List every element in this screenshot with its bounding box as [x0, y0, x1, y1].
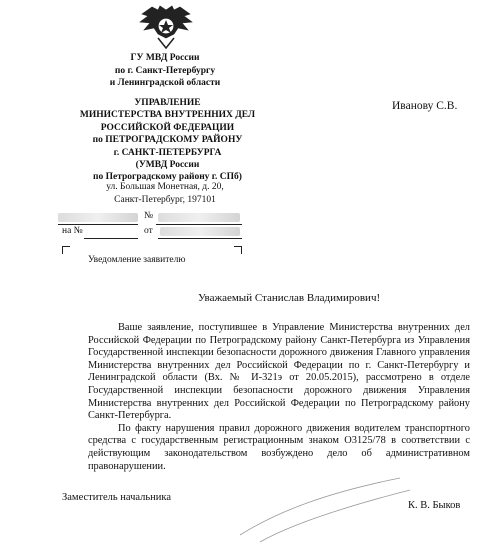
dept-line: МИНИСТЕРСТВА ВНУТРЕННИХ ДЕЛ — [79, 110, 256, 121]
dept-line: по Петроградскому району г. СПб) — [93, 172, 242, 183]
signatory-name: К. В. Быков — [408, 500, 461, 511]
handwritten-signature — [220, 470, 420, 550]
reference-date-label: от — [144, 226, 153, 236]
redacted-number — [158, 213, 240, 222]
corner-bracket-left — [62, 246, 70, 254]
dept-line: по ПЕТРОГРАДСКОМУ РАЙОНУ — [92, 135, 243, 146]
agency-line: по г. Санкт-Петербургу — [114, 65, 216, 76]
reference-number-label: на № — [62, 226, 83, 236]
underline — [158, 238, 242, 239]
redacted-date — [58, 213, 138, 222]
agency-line: ГУ МВД России — [130, 53, 200, 63]
letter-body — [88, 322, 470, 473]
body-paragraph: По факту нарушения правил дорожного движения водителем транспортного средства с государственным регистрационным знаком О3125/78 в соответствии с действующим законодательством возбуждено дело об административном правонарушении. — [88, 422, 470, 472]
address-line: Санкт-Петербург, 197101 — [114, 195, 216, 205]
mvd-emblem-icon — [138, 4, 194, 50]
agency-line: и Ленинградской области — [109, 78, 221, 88]
signatory-title: Заместитель начальника — [62, 492, 172, 503]
department-header — [75, 97, 260, 184]
dept-line: РОССИЙСКОЙ ФЕДЕРАЦИИ — [100, 122, 235, 133]
corner-bracket-right — [234, 246, 242, 254]
salutation: Уважаемый Станислав Владимирович! — [198, 292, 381, 304]
agency-header — [70, 52, 260, 90]
dept-line: (УМВД России — [135, 160, 200, 171]
recipient-name: Иванову С.В. — [392, 100, 458, 112]
underline — [84, 238, 138, 239]
number-label: № — [144, 211, 154, 221]
redacted-reference-date — [160, 227, 240, 236]
address-line: ул. Большая Монетная, д. 20, — [106, 182, 224, 192]
letter-subject: Уведомление заявителю — [88, 255, 186, 265]
underline — [58, 224, 138, 225]
dept-line: УПРАВЛЕНИЕ — [134, 98, 201, 108]
dept-line: г. САНКТ-ПЕТЕРБУРГА — [113, 147, 222, 158]
body-paragraph: Ваше заявление, поступившее в Управление Министерства внутренних дел Российской Федерации по Петроградскому району Санкт-Петербурга из Управления Государственной инспекции безопасности дорожного движения Главного управления Министерства внутренних дел Российской Федерации по г. Санкт-Петербургу и Ленинградской области (Вх. № И-321э от 20.05.2015), рассмотрено в отделе Государственной инспекции безопасности дорожного движения Управления Министерства внутренних дел Российской Федерации по Петроградскому району Санкт-Петербурга. — [88, 322, 470, 422]
underline — [156, 224, 242, 225]
agency-address — [70, 181, 260, 207]
